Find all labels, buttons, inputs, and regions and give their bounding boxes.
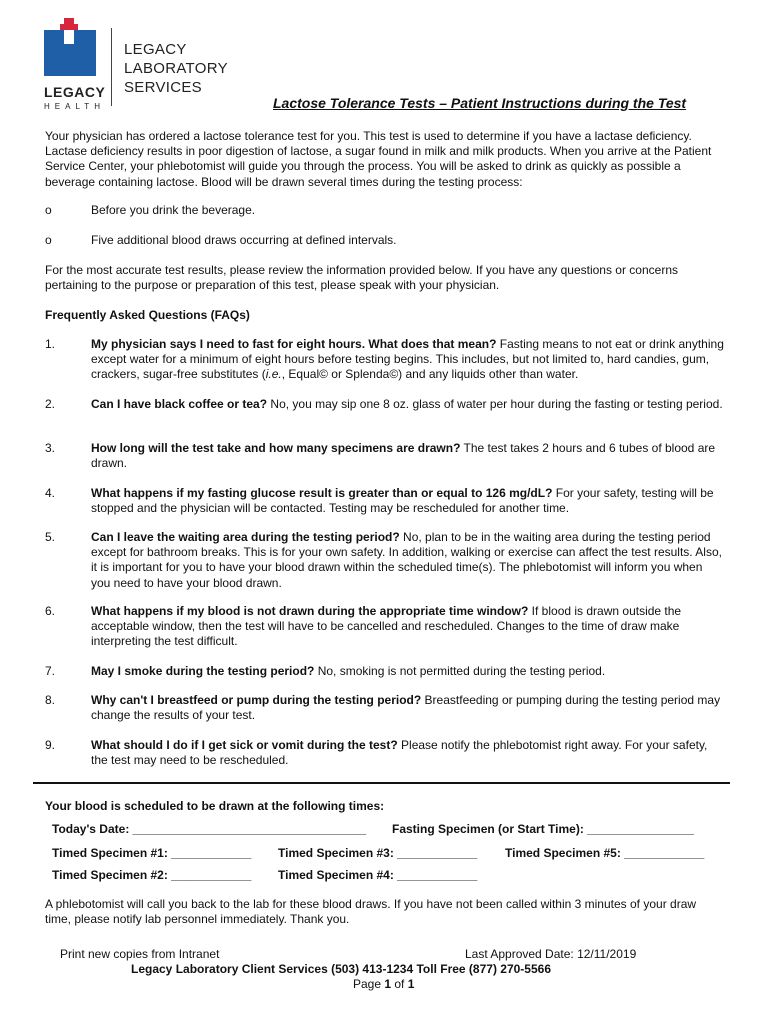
lab-name-line3: SERVICES bbox=[124, 79, 202, 96]
footer-print-note: Print new copies from Intranet bbox=[60, 947, 220, 961]
faq-question: Can I have black coffee or tea? bbox=[91, 397, 268, 411]
logo-org-sub: HEALTH bbox=[44, 102, 105, 111]
intro-paragraph: Your physician has ordered a lactose tolerance test for you. This test is used to determine if you have a lactase deficiency. Lactase deficiency results in poor digestion of lactose, a sugar found in milk and milk products. When you arrive at the Patient Service Center, your phlebotomist will guide you through the process. You will be asked to drink as quickly as possible a beverage containing lactose. Blood will be drawn several times during the testing process: bbox=[45, 129, 712, 189]
review-paragraph: For the most accurate test results, please review the information provided below. If you have any questions or concerns pertaining to the purpose or preparation of this test, please speak with your physician. bbox=[45, 263, 678, 293]
timed-specimen-2-field[interactable]: Timed Specimen #2: ____________ bbox=[52, 868, 252, 882]
faq-number: 9. bbox=[45, 738, 56, 752]
faq-number: 6. bbox=[45, 604, 56, 618]
faq-number: 1. bbox=[45, 337, 56, 351]
faq-answer-emphasis: i.e. bbox=[265, 367, 282, 382]
faq-heading bbox=[45, 308, 250, 323]
faq-number: 4. bbox=[45, 486, 56, 500]
faq-question: Why can't I breastfeed or pump during the testing period? bbox=[91, 693, 422, 707]
faq-item bbox=[91, 604, 725, 650]
faq-number: 7. bbox=[45, 664, 56, 678]
callback-paragraph: A phlebotomist will call you back to the lab for these blood draws. If you have not been called within 3 minutes of your draw time, please notify lab personnel immediately. Thank you. bbox=[45, 897, 697, 927]
faq-item bbox=[91, 738, 725, 768]
bullet-marker: o bbox=[45, 233, 52, 247]
faq-answer: Breastfeeding or pumping during the testing period may change the results of your test. bbox=[91, 693, 721, 723]
faq-answer: Please notify the phlebotomist right away. For your safety, the test may need to be rescheduled. bbox=[91, 738, 708, 768]
page-title: Lactose Tolerance Tests – Patient Instructions during the Test bbox=[273, 95, 687, 111]
faq-answer: No, you may sip one 8 oz. glass of water per hour during the fasting or testing period. bbox=[267, 397, 723, 411]
faq-item bbox=[91, 664, 725, 679]
faq-heading-text: Frequently Asked Questions (FAQs) bbox=[45, 308, 250, 322]
faq-answer: , Equal© or Splenda©) and any liquids other than water. bbox=[281, 367, 579, 382]
faq-item bbox=[91, 530, 725, 591]
page-number bbox=[353, 977, 414, 991]
fasting-specimen-field[interactable]: Fasting Specimen (or Start Time): ________________ bbox=[392, 822, 694, 836]
logo-org-name: LEGACY bbox=[44, 84, 106, 100]
timed-specimen-5-field[interactable]: Timed Specimen #5: ____________ bbox=[505, 846, 705, 860]
timed-specimen-3-field[interactable]: Timed Specimen #3: ____________ bbox=[278, 846, 478, 860]
schedule-heading: Your blood is scheduled to be drawn at the following times: bbox=[45, 799, 385, 813]
faq-answer: For your safety, testing will be stopped and the physician will be contacted. Testing may be rescheduled for another time. bbox=[91, 486, 714, 516]
footer-approved-date: Last Approved Date: 12/11/2019 bbox=[465, 947, 637, 961]
faq-question: How long will the test take and how many specimens are drawn? bbox=[91, 441, 461, 455]
bullet-item: Before you drink the beverage. bbox=[91, 203, 256, 217]
legacy-health-logo bbox=[44, 18, 104, 110]
faq-number: 5. bbox=[45, 530, 56, 544]
faq-item bbox=[91, 486, 725, 516]
section-divider bbox=[33, 782, 730, 784]
faq-number: 2. bbox=[45, 397, 56, 411]
todays-date-field[interactable]: Today's Date: ___________________________________ bbox=[52, 822, 367, 836]
footer-contact-text: Legacy Laboratory Client Services (503) 413-1234 Toll Free (877) 270-5566 bbox=[131, 962, 551, 976]
page-current: 1 bbox=[384, 977, 392, 991]
faq-item bbox=[91, 693, 725, 723]
timed-specimen-1-field[interactable]: Timed Specimen #1: ____________ bbox=[52, 846, 252, 860]
faq-question: What should I do if I get sick or vomit during the test? bbox=[91, 738, 398, 752]
timed-specimen-4-field[interactable]: Timed Specimen #4: ____________ bbox=[278, 868, 478, 882]
faq-answer: No, plan to be in the waiting area during the testing period except for bathroom breaks. This is for your own safety. In addition, walking or exercise can affect the test results. Also, it is important for you to have your blood drawn within the scheduled time(s). The phlebotomist will inform you when you need to have your blood drawn. bbox=[91, 530, 722, 590]
faq-answer: No, smoking is not permitted during the testing period. bbox=[314, 664, 606, 678]
footer-contact bbox=[131, 962, 551, 976]
lab-name-line2: LABORATORY bbox=[124, 60, 228, 77]
faq-answer: The test takes 2 hours and 6 tubes of blood are drawn. bbox=[91, 441, 716, 471]
faq-item bbox=[91, 441, 725, 471]
faq-question: Can I leave the waiting area during the testing period? bbox=[91, 530, 400, 544]
page-label: Page bbox=[353, 977, 385, 991]
faq-question: My physician says I need to fast for eight hours. What does that mean? bbox=[91, 337, 497, 351]
faq-number: 3. bbox=[45, 441, 56, 455]
faq-answer: Fasting means to not eat or drink anything except water for a minimum of eight hours before testing begins. This includes, but not limited to, hard candies, gum, crackers, sugar-free substitutes ( bbox=[91, 337, 724, 382]
bullet-marker: o bbox=[45, 203, 52, 217]
logo-divider bbox=[111, 28, 112, 106]
page-of: of bbox=[391, 977, 408, 991]
faq-item bbox=[91, 397, 725, 412]
legacy-cross-icon bbox=[44, 18, 100, 80]
faq-number: 8. bbox=[45, 693, 56, 707]
faq-answer: If blood is drawn outside the acceptable window, then the test will have to be cancelled and rescheduled. Changes to the time of draw make interpreting the test difficult. bbox=[91, 604, 682, 649]
page-total: 1 bbox=[407, 977, 415, 991]
bullet-item: Five additional blood draws occurring at defined intervals. bbox=[91, 233, 397, 247]
faq-item bbox=[91, 337, 725, 383]
faq-question: What happens if my fasting glucose result is greater than or equal to 126 mg/dL? bbox=[91, 486, 553, 500]
faq-question: What happens if my blood is not drawn during the appropriate time window? bbox=[91, 604, 529, 618]
faq-question: May I smoke during the testing period? bbox=[91, 664, 315, 678]
lab-name-line1: LEGACY bbox=[124, 41, 187, 58]
